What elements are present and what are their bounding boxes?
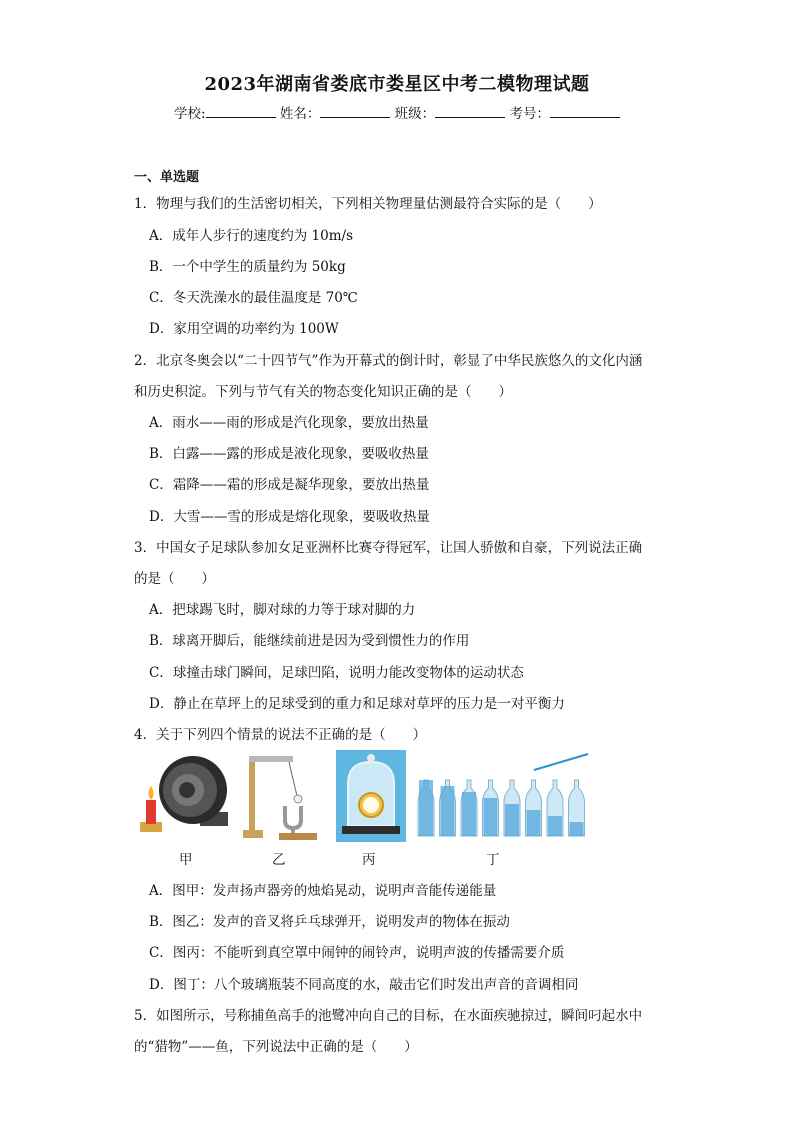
glass-bottle — [461, 780, 477, 836]
glass-bottle — [547, 780, 563, 836]
q1-option-c: C．冬天洗澡水的最佳温度是 70℃ — [149, 290, 358, 306]
bottle-water — [419, 780, 433, 836]
glass-bottle — [526, 780, 542, 836]
stand-pole — [249, 760, 255, 834]
striking-rod — [534, 754, 588, 770]
bottle-water — [570, 822, 584, 836]
q3-stem-line2: 的是（ ） — [134, 571, 215, 587]
name-label: 姓名： — [279, 106, 321, 122]
speaker-center — [179, 782, 195, 798]
school-blank[interactable] — [206, 105, 276, 118]
q3-stem-line1: 3．中国女子足球队参加女足亚洲杯比赛夺得冠军，让国人骄傲和自豪，下列说法正确 — [134, 540, 643, 556]
q3-option-b: B．球离开脚后，能继续前进是因为受到惯性力的作用 — [149, 633, 470, 649]
string — [289, 762, 297, 796]
caption-yi: 乙 — [272, 852, 286, 868]
q4-option-a: A．图甲：发声扬声器旁的烛焰晃动，说明声音能传递能量 — [149, 883, 497, 899]
tuning-fork-stem — [291, 827, 295, 833]
figure-glass-bottles — [416, 750, 592, 842]
q2-option-a: A．雨水——雨的形成是汽化现象，要放出热量 — [149, 415, 429, 431]
bottle-water — [527, 810, 541, 836]
clock-face — [363, 797, 379, 813]
q1-option-b: B．一个中学生的质量约为 50kg — [149, 259, 346, 275]
student-info-line — [0, 102, 794, 122]
caption-ding: 丁 — [486, 852, 500, 868]
q3-option-c: C．球撞击球门瞬间，足球凹陷，说明力能改变物体的运动状态 — [149, 665, 524, 681]
figure-tuning-fork — [243, 750, 323, 842]
q1-stem: 1．物理与我们的生活密切相关，下列相关物理量估测最符合实际的是（ ） — [134, 196, 602, 212]
school-label: 学校: — [174, 106, 206, 122]
candle — [146, 800, 156, 824]
bottle-water — [505, 804, 519, 836]
fork-box — [279, 833, 317, 840]
stand-base — [243, 830, 263, 838]
q4-option-d: D．图丁：八个玻璃瓶装不同高度的水，敲击它们时发出声音的音调相同 — [149, 977, 579, 993]
stand-arm — [249, 756, 293, 762]
bottle-water — [441, 786, 455, 836]
glass-bottle — [483, 780, 499, 836]
tuning-fork — [285, 806, 301, 828]
bottle-water — [548, 816, 562, 836]
bell-jar-knob — [367, 754, 375, 762]
exam-no-label: 考号： — [509, 106, 550, 122]
figure-bell-jar — [336, 750, 406, 842]
glass-bottle — [569, 780, 585, 836]
q2-option-b: B．白露——露的形成是液化现象，要吸收热量 — [149, 446, 429, 462]
q5-stem-line2: 的“猎物”——鱼，下列说法中正确的是（ ） — [134, 1039, 418, 1055]
bottle-water — [462, 792, 476, 836]
q1-option-a: A．成年人步行的速度约为 10m/s — [149, 228, 353, 244]
exam-no-blank[interactable] — [550, 105, 620, 118]
vacuum-plate — [342, 826, 400, 834]
ping-pong-ball — [294, 795, 302, 803]
page-title: 2023年湖南省娄底市娄星区中考二模物理试题 — [204, 74, 590, 95]
q3-option-a: A．把球踢飞时，脚对球的力等于球对脚的力 — [149, 602, 416, 618]
q2-option-d: D．大雪——雪的形成是熔化现象，要吸收热量 — [149, 509, 430, 525]
q5-stem-line1: 5．如图所示，号称捕鱼高手的池鹭冲向自己的目标，在水面疾驰掠过，瞬间叼起水中 — [134, 1008, 643, 1024]
figure-speaker-candle — [138, 750, 233, 840]
glass-bottle — [440, 780, 456, 836]
q4-stem: 4．关于下列四个情景的说法不正确的是（ ） — [134, 727, 427, 743]
q2-option-c: C．霜降——霜的形成是凝华现象，要放出热量 — [149, 477, 430, 493]
q3-option-d: D．静止在草坪上的足球受到的重力和足球对草坪的压力是一对平衡力 — [149, 696, 565, 712]
bottle-water — [484, 798, 498, 836]
caption-bing: 丙 — [362, 852, 376, 868]
q1-option-d: D．家用空调的功率约为 100W — [149, 321, 339, 337]
q4-option-c: C．图丙：不能听到真空罩中闹钟的闹铃声，说明声波的传播需要介质 — [149, 945, 565, 961]
q2-stem-line1: 2．北京冬奥会以“二十四节气”作为开幕式的倒计时，彰显了中华民族悠久的文化内涵 — [134, 353, 643, 369]
class-label: 班级： — [394, 106, 436, 122]
caption-jia: 甲 — [179, 852, 193, 868]
section-heading: 一、单选题 — [134, 170, 200, 185]
glass-bottle — [418, 780, 434, 836]
candle-flame — [149, 786, 154, 800]
q2-stem-line2: 和历史积淀。下列与节气有关的物态变化知识正确的是（ ） — [134, 384, 512, 400]
q4-option-b: B．图乙：发声的音叉将乒乓球弹开，说明发声的物体在振动 — [149, 914, 510, 930]
name-blank[interactable] — [320, 105, 390, 118]
glass-bottle — [504, 780, 520, 836]
class-blank[interactable] — [435, 105, 505, 118]
